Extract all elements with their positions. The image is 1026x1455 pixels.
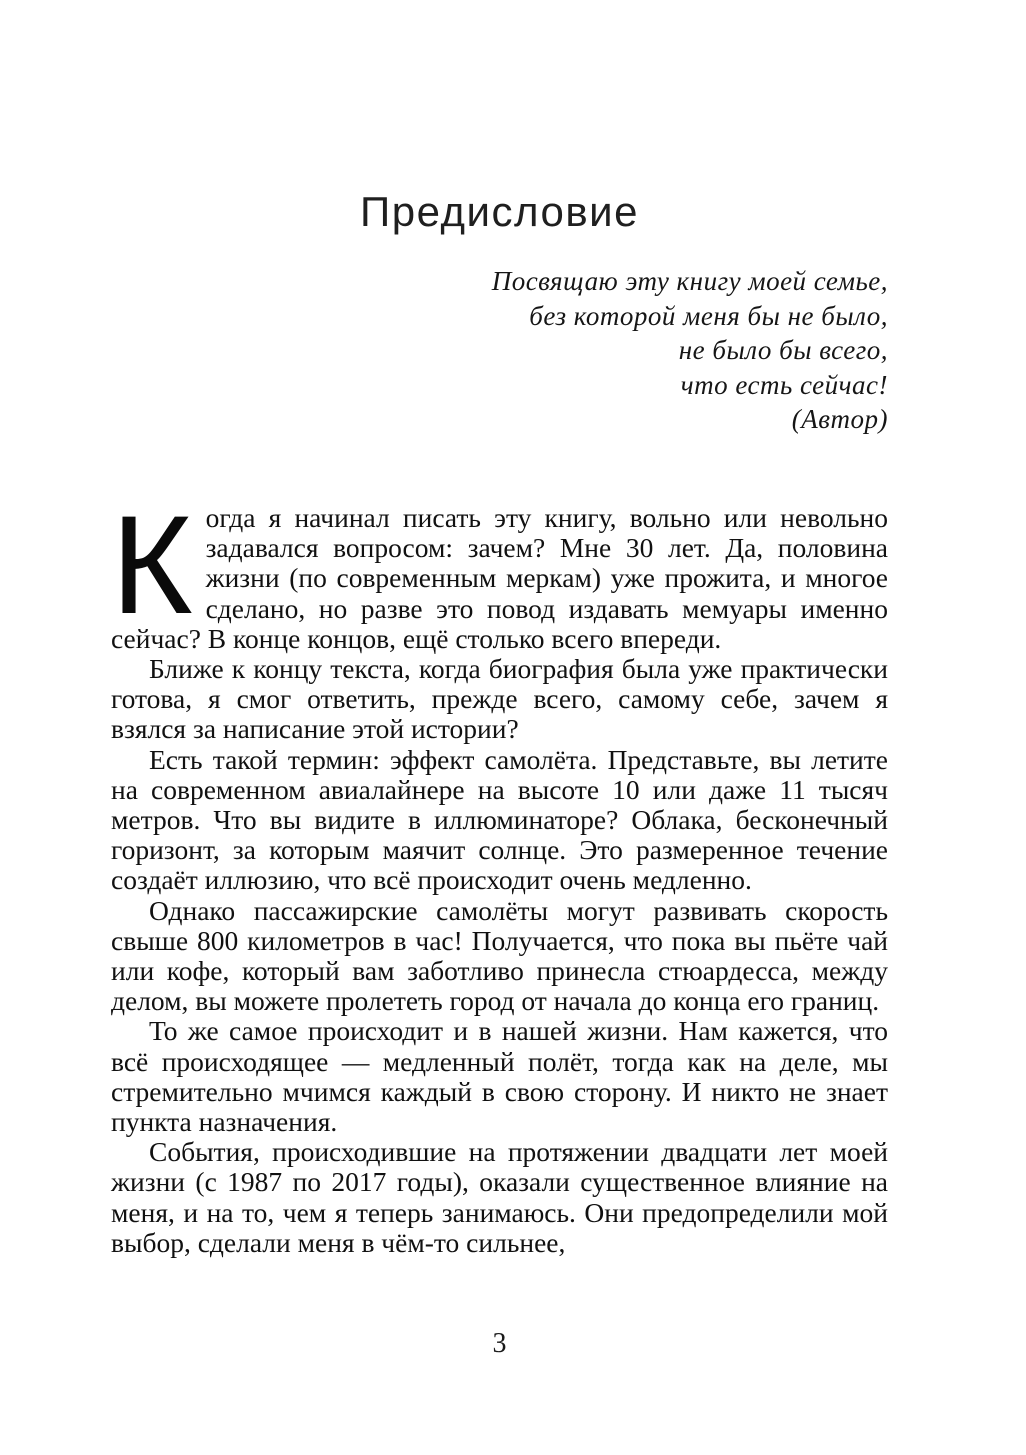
paragraph-4: Однако пассажирские самолёты могут развивать скорость свыше 800 километров в час! Получается, что пока вы пьёте чай или кофе, который вам заботливо принесла стюардесса, между делом, вы можете пролететь город от начала до конца его границ. [111, 894, 888, 1017]
dedication-author: (Автор) [791, 404, 888, 435]
body-text [111, 486, 888, 1258]
page-title: Предисловие [360, 188, 639, 236]
dedication-line: Посвящаю эту книгу моей семье, [491, 266, 888, 296]
paragraph-6: События, происходившие на протяжении двадцати лет моей жизни (с 1987 по 2017 годы), оказали существенное влияние на меня, и на то, чем я теперь занимаюсь. Они предопределили мой выбор, сделали меня в чём-то сильнее, [111, 1136, 888, 1258]
paragraph-5: То же самое происходит и в нашей жизни. Нам кажется, что всё происходящее — медленный полёт, тогда как на деле, мы стремительно мчимся каждый в свою сторону. И никто не знает пункта назначения. [111, 1015, 888, 1138]
dedication-line: не было бы всего, [678, 335, 888, 366]
drop-cap: К [111, 486, 193, 643]
page-number: 3 [492, 1328, 507, 1359]
dedication-epigraph [111, 264, 888, 437]
paragraph-1 [111, 486, 888, 654]
paragraph-1-text: огда я начинал писать эту книгу, вольно или невольно задавался вопросом: зачем? Мне 30 лет. Да, половина жизни (по современным меркам) уже прожита, и многое сделано, но разве это повод издавать мемуары именно сейчас? В конце концов, ещё столько всего впереди. [111, 502, 888, 654]
dedication-line: что есть сейчас! [680, 369, 888, 400]
dedication-line: без которой меня бы не было, [529, 300, 888, 331]
paragraph-3: Есть такой термин: эффект самолёта. Представьте, вы летите на современном авиалайнере на высоте 10 или даже 11 тысяч метров. Что вы видите в иллюминаторе? Облака, бесконечный горизонт, за которым маячит солнце. Это размеренное течение создаёт иллюзию, что всё происходит очень медленно. [111, 743, 888, 896]
paragraph-2: Ближе к концу текста, когда биография была уже практически готова, я смог ответить, прежде всего, самому себе, зачем я взялся за написание этой истории? [111, 653, 888, 745]
